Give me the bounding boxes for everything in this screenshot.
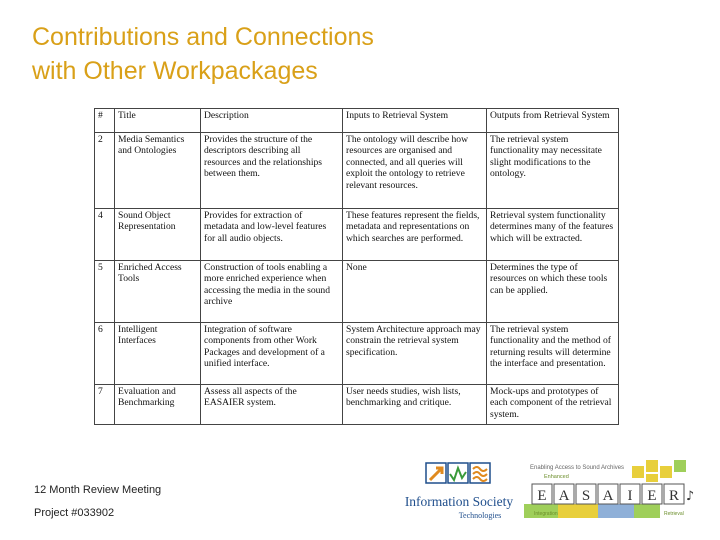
logo-band <box>558 504 598 518</box>
cell-title: Media Semantics and Ontologies <box>115 133 201 209</box>
table-row <box>95 261 619 323</box>
header-description: Description <box>201 109 343 133</box>
logo-square <box>674 460 686 472</box>
cell-title: Enriched Access Tools <box>115 261 201 323</box>
table-header-row <box>95 109 619 133</box>
logo-square <box>646 474 658 482</box>
cell-outputs: The retrieval system functionality and the method of returning results will determine the interface and presentation. <box>487 323 619 385</box>
cell-title: Intelligent Interfaces <box>115 323 201 385</box>
cell-number: 7 <box>95 385 115 425</box>
letter: R <box>668 488 680 504</box>
cell-number: 4 <box>95 209 115 261</box>
slide-title-line-1: Contributions and Connections <box>32 23 374 51</box>
ist-logo-text-2: Technologies <box>458 511 502 520</box>
logo-square <box>646 460 658 472</box>
cell-outputs: Determines the type of resources on which these tools can be applied. <box>487 261 619 323</box>
cell-inputs: User needs studies, wish lists, benchmarking and critique. <box>343 385 487 425</box>
cell-inputs: The ontology will describe how resources are organised and connected, and all queries will exploit the ontology to retrieve relevant resources. <box>343 133 487 209</box>
header-title: Title <box>115 109 201 133</box>
cell-inputs: System Architecture approach may constrain the retrieval system specification. <box>343 323 487 385</box>
slide-title-line-2: with Other Workpackages <box>32 57 318 85</box>
logo-band <box>598 504 634 518</box>
cell-description: Assess all aspects of the EASAIER system. <box>201 385 343 425</box>
cell-title: Evaluation and Benchmarking <box>115 385 201 425</box>
letter: S <box>581 488 591 504</box>
cell-description: Provides for extraction of metadata and low-level features for all audio objects. <box>201 209 343 261</box>
easaier-logo <box>524 458 694 522</box>
cell-description: Integration of software components from other Work Packages and development of a unified interface. <box>201 323 343 385</box>
table-row <box>95 209 619 261</box>
footer-project: Project #033902 <box>34 507 115 519</box>
cell-number: 2 <box>95 133 115 209</box>
easaier-small-left: Integration <box>534 511 558 517</box>
header-number: # <box>95 109 115 133</box>
cell-number: 6 <box>95 323 115 385</box>
slide-title <box>32 20 374 88</box>
easaier-small-top: Enhanced <box>544 474 569 480</box>
easaier-small-right: Retrieval <box>664 511 684 517</box>
header-inputs: Inputs to Retrieval System <box>343 109 487 133</box>
cell-inputs: These features represent the fields, metadata and representations on which searches are performed. <box>343 209 487 261</box>
letter: A <box>602 488 614 504</box>
logo-band <box>634 504 660 518</box>
letter: I <box>627 488 633 504</box>
cell-inputs: None <box>343 261 487 323</box>
easaier-wordmark <box>532 484 694 504</box>
cell-description: Construction of tools enabling a more enriched experience when accessing the media in the sound archive <box>201 261 343 323</box>
table-row <box>95 133 619 209</box>
cell-outputs: The retrieval system functionality may necessitate slight modifications to the ontology. <box>487 133 619 209</box>
header-outputs: Outputs from Retrieval System <box>487 109 619 133</box>
table-row <box>95 323 619 385</box>
cell-description: Provides the structure of the descriptors describing all resources and the relationships between them. <box>201 133 343 209</box>
easaier-tagline: Enabling Access to Sound Archives <box>530 465 625 471</box>
ist-logo <box>400 460 518 532</box>
cell-outputs: Mock-ups and prototypes of each component of the retrieval system. <box>487 385 619 425</box>
cell-outputs: Retrieval system functionality determines many of the features which will be extracted. <box>487 209 619 261</box>
logo-square <box>660 466 672 478</box>
workpackage-table <box>94 108 619 425</box>
music-note-icon: ♪ <box>685 489 694 504</box>
ist-logo-text-1: Information Society <box>404 494 514 509</box>
cell-number: 5 <box>95 261 115 323</box>
letter: E <box>537 488 547 504</box>
table-row <box>95 385 619 425</box>
letter: A <box>558 488 570 504</box>
cell-title: Sound Object Representation <box>115 209 201 261</box>
logo-square <box>632 466 644 478</box>
footer-meeting: 12 Month Review Meeting <box>34 484 162 496</box>
letter: E <box>647 488 657 504</box>
